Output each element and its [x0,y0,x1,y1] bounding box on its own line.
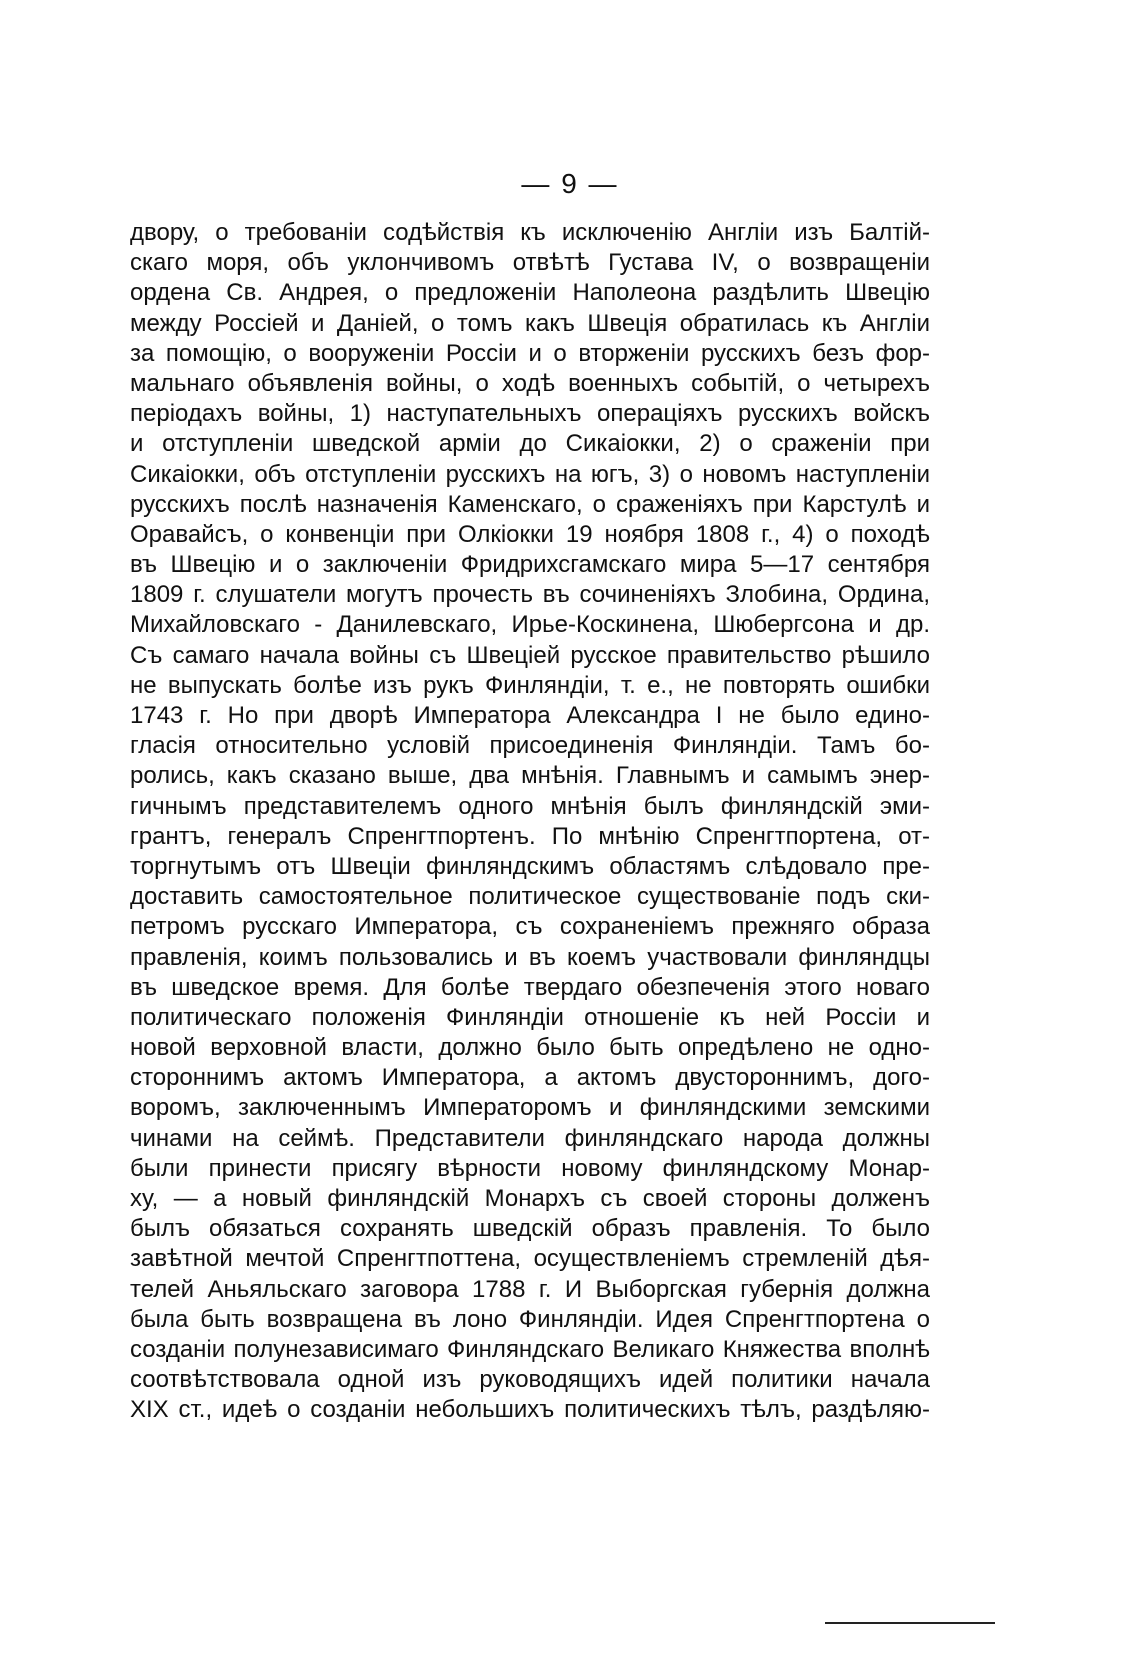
text-line: политическаго положенія Финляндіи отношеніе къ ней Россіи и [130,1003,930,1031]
text-line: ролись, какъ сказано выше, два мнѣнія. Главнымъ и самымъ энер- [130,762,930,790]
text-line: въ Швецію и о заключеніи Фридрихсгамскаго мира 5—17 сентября [130,551,930,579]
text-line: соотвѣтствовала одной изъ руководящихъ идей политики начала [130,1366,930,1394]
text-line: была быть возвращена въ лоно Финляндіи. Идея Спренгтпортена о [130,1305,930,1333]
text-line: ху, — а новый финляндскій Монархъ съ своей стороны долженъ [130,1185,930,1212]
body-text [130,218,930,1426]
text-line: скаго моря, объ уклончивомъ отвѣтѣ Густава IV, о возвращеніи [130,249,930,277]
text-line: гласія относительно условій присоединенія Финляндіи. Тамъ бо- [130,732,930,760]
text-line: торгнутымъ отъ Швеціи финляндскимъ областямъ слѣдовало пре- [130,852,930,880]
text-line: телей Аньяльскаго заговора 1788 г. И Выборгская губернія должна [130,1275,930,1303]
text-line: 1743 г. Но при дворѣ Императора Александра I не было едино- [130,702,930,729]
text-line: завѣтной мечтой Спренгтпоттена, осуществленіемъ стремленій дѣя- [130,1245,930,1273]
text-line: періодахъ войны, 1) наступательныхъ операціяхъ русскихъ войскъ [130,400,930,428]
text-line: Съ самаго начала войны съ Швеціей русское правительство рѣшило [130,641,930,669]
text-line: грантъ, генералъ Спренгтпортенъ. По мнѣнію Спренгтпортена, от- [130,822,930,850]
text-line: Оравайсъ, о конвенціи при Олкіокки 19 ноября 1808 г., 4) о походѣ [130,520,930,548]
text-line: стороннимъ актомъ Императора, а актомъ двустороннимъ, дого- [130,1064,930,1092]
text-line: воромъ, заключеннымъ Императоромъ и финляндскими земскими [130,1094,930,1122]
text-line: русскихъ послѣ назначенія Каменскаго, о сраженіяхъ при Карстулѣ и [130,490,930,518]
text-line: между Россіей и Даніей, о томъ какъ Швеція обратилась къ Англіи [130,309,930,337]
text-line: чинами на сеймѣ. Представители финляндскаго народа должны [130,1124,930,1152]
page-number: — 9 — [521,168,619,199]
footer-rule [825,1622,995,1624]
text-line: двору, о требованіи содѣйствія къ исключенію Англіи изъ Балтій- [130,219,930,246]
text-line: созданіи полунезависимаго Финляндскаго Великаго Княжества вполнѣ [130,1335,930,1363]
text-line: петромъ русскаго Императора, съ сохраненіемъ прежняго образа [130,913,930,941]
text-line: Сикаіокки, объ отступленіи русскихъ на югъ, 3) о новомъ наступленіи [130,460,930,488]
text-line: 1809 г. слушатели могутъ прочесть въ сочиненіяхъ Злобина, Ордина, [130,581,930,609]
text-line: доставить самостоятельное политическое существованіе подъ ски- [130,883,930,911]
text-line: были принести присягу вѣрности новому финляндскому Монар- [130,1154,930,1182]
text-line: былъ обязаться сохранять шведскій образъ правленія. То было [130,1215,930,1243]
text-line: не выпускать болѣе изъ рукъ Финляндіи, т. е., не повторять ошибки [130,671,930,699]
text-line: въ шведское время. Для болѣе твердаго обезпеченія этого новаго [130,973,930,1001]
text-line: правленія, коимъ пользовались и въ коемъ участвовали финляндцы [130,943,930,971]
text-line: XIX ст., идеѣ о созданіи небольшихъ политическихъ тѣлъ, раздѣляю- [130,1396,930,1424]
text-line: гичнымъ представителемъ одного мнѣнія былъ финляндскій эми- [130,792,930,820]
text-line: Михайловскаго - Данилевскаго, Ирье-Коскинена, Шюбергсона и др. [130,611,930,639]
text-line: новой верховной власти, должно было быть опредѣлено не одно- [130,1034,930,1062]
text-line: ордена Св. Андрея, о предложеніи Наполеона раздѣлить Швецію [130,279,930,307]
text-line: мальнаго объявленія войны, о ходѣ военныхъ событій, о четырехъ [130,369,930,397]
text-line: и отступленіи шведской арміи до Сикаіокки, 2) о сраженіи при [130,430,930,458]
text-line: за помощію, о вооруженіи Россіи и о вторженіи русскихъ безъ фор- [130,339,930,367]
